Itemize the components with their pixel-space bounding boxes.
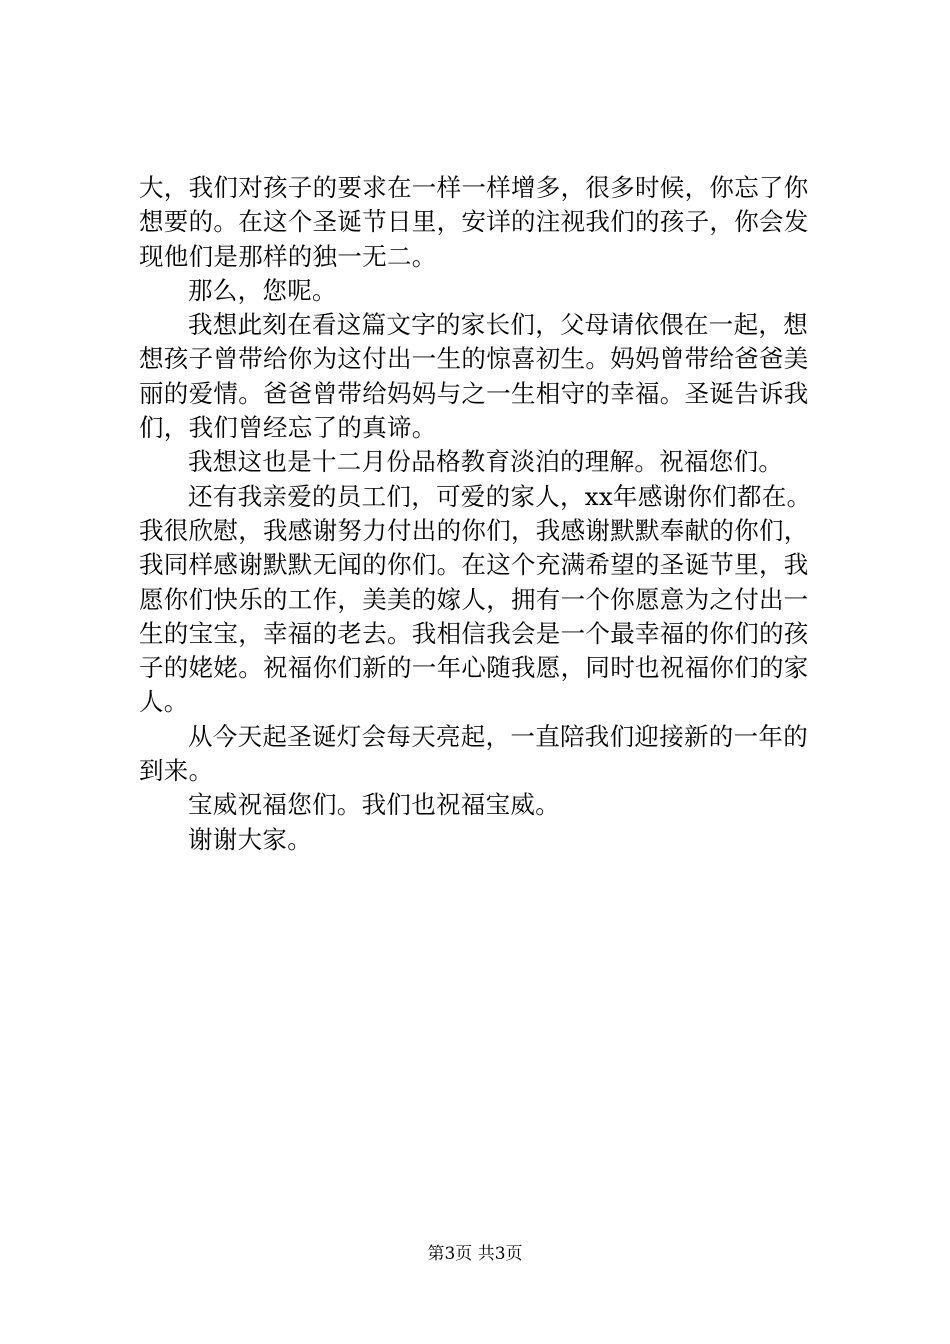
paragraph-7: 宝威祝福您们。我们也祝福宝威。 [188, 790, 560, 820]
paragraph-3: 我想此刻在看这篇文字的家长们，父母请依偎在一起，想想孩子曾带给你为这付出一生的惊喜初生。妈妈曾带给爸爸美丽的爱情。爸爸曾带给妈妈与之一生相守的幸福。圣诞告诉我们，我们曾经忘了的真谛。 [139, 310, 809, 443]
document-body [139, 171, 831, 857]
paragraph-4: 我想这也是十二月份品格教育淡泊的理解。祝福您们。 [188, 447, 784, 477]
paragraph-8: 谢谢大家。 [188, 824, 312, 854]
paragraph-6: 从今天起圣诞灯会每天亮起，一直陪我们迎接新的一年的到来。 [139, 721, 808, 786]
page-footer: 第3页 共3页 [427, 1244, 523, 1264]
paragraph-2: 那么，您呢。 [188, 275, 337, 305]
paragraph-1: 大，我们对孩子的要求在一样一样增多，很多时候，你忘了你想要的。在这个圣诞节日里，安详的注视我们的孩子，你会发现他们是那样的独一无二。 [139, 173, 809, 271]
paragraph-5: 还有我亲爱的员工们，可爱的家人，xx年感谢你们都在。我很欣慰，我感谢努力付出的你们，我感谢默默奉献的你们，我同样感谢默默无闻的你们。在这个充满希望的圣诞节里，我愿你们快乐的工作，美美的嫁人，拥有一个你愿意为之付出一生的宝宝，幸福的老去。我相信我会是一个最幸福的你们的孩子的姥姥。祝福你们新的一年心随我愿，同时也祝福你们的家人。 [139, 481, 812, 717]
